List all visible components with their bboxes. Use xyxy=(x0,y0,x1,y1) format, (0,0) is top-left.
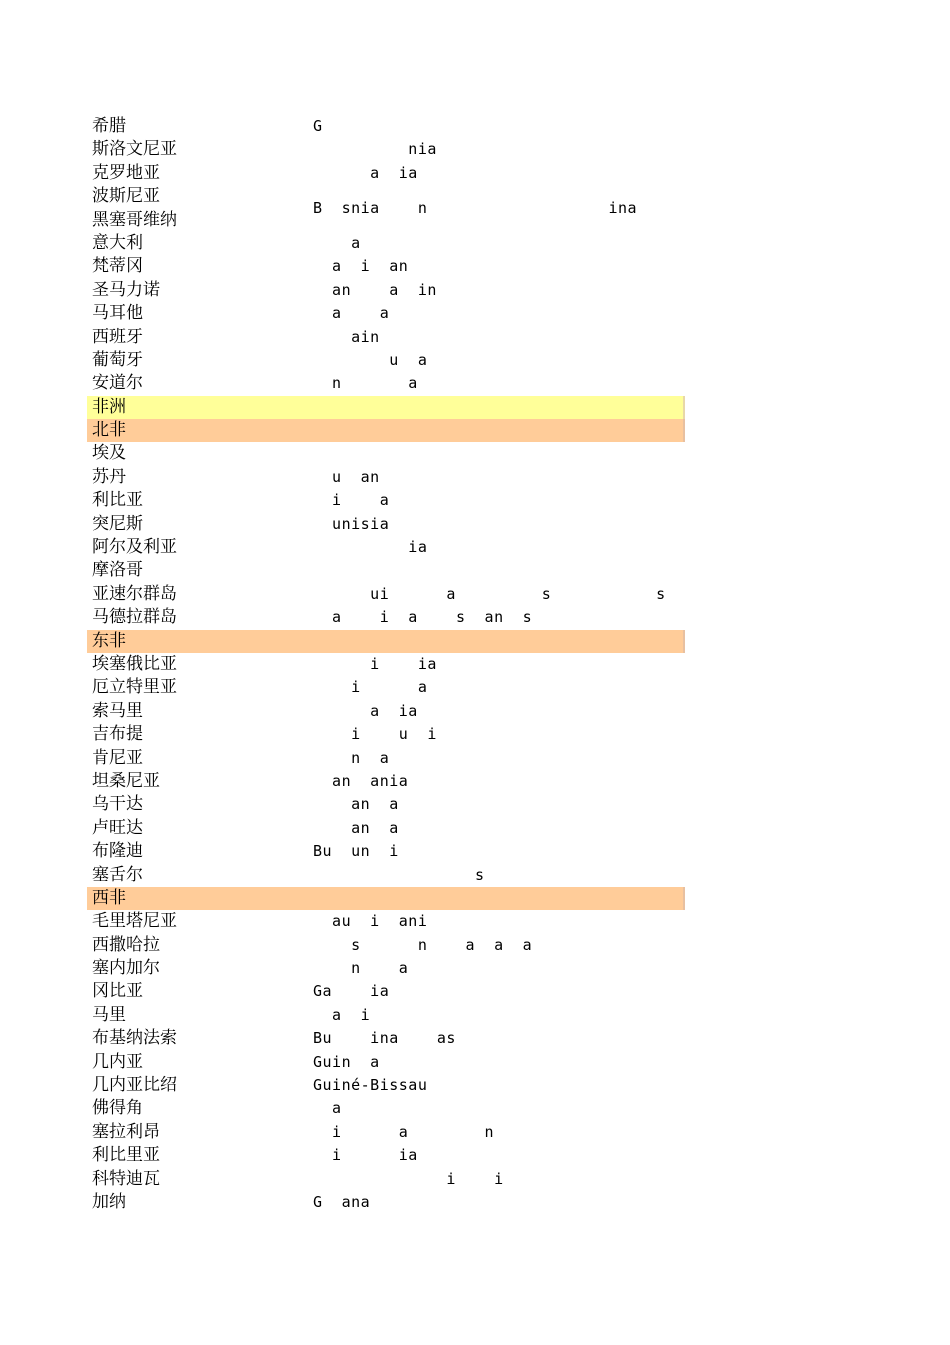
chinese-name-cell[interactable]: 利比里亚 xyxy=(92,1145,160,1166)
chinese-name-cell[interactable]: 摩洛哥 xyxy=(92,560,143,581)
chinese-name-cell[interactable]: 梵蒂冈 xyxy=(92,256,143,277)
english-name-cell[interactable]: i i xyxy=(313,1169,504,1188)
region-name-cell[interactable]: 西非 xyxy=(92,887,126,908)
country-row[interactable] xyxy=(87,326,685,349)
chinese-name-cell[interactable]: 卢旺达 xyxy=(92,817,143,838)
country-row[interactable] xyxy=(87,700,685,723)
country-row[interactable] xyxy=(87,934,685,957)
english-name-cell[interactable]: i a xyxy=(313,491,390,510)
english-name-cell[interactable]: u an xyxy=(313,467,380,486)
english-name-cell[interactable]: G ana xyxy=(313,1192,371,1211)
chinese-name-cell[interactable]: 冈比亚 xyxy=(92,981,143,1002)
country-row[interactable] xyxy=(87,1004,685,1027)
english-name-cell[interactable]: nia xyxy=(313,140,437,159)
country-row[interactable] xyxy=(87,1097,685,1120)
country-row[interactable] xyxy=(87,466,685,489)
country-row[interactable] xyxy=(87,606,685,629)
english-name-cell[interactable]: a i an xyxy=(313,257,409,276)
chinese-name-cell[interactable]: 索马里 xyxy=(92,700,143,721)
country-row[interactable] xyxy=(87,489,685,512)
english-name-cell[interactable]: a ia xyxy=(313,701,418,720)
spreadsheet xyxy=(87,115,685,1214)
english-name-cell[interactable]: a i xyxy=(313,1005,371,1024)
chinese-name-cell[interactable]: 意大利 xyxy=(92,232,143,253)
english-name-cell[interactable]: a a xyxy=(313,304,390,323)
country-row[interactable] xyxy=(87,817,685,840)
chinese-name-cell[interactable]: 加纳 xyxy=(92,1191,126,1212)
english-name-cell[interactable]: a xyxy=(313,233,361,252)
chinese-name-cell[interactable]: 几内亚比绍 xyxy=(92,1075,177,1096)
english-name-cell[interactable]: an a xyxy=(313,795,399,814)
chinese-name-cell[interactable]: 马耳他 xyxy=(92,303,143,324)
country-row[interactable] xyxy=(87,232,685,255)
country-row[interactable] xyxy=(87,302,685,325)
chinese-name-cell[interactable]: 科特迪瓦 xyxy=(92,1168,160,1189)
continent-header-row[interactable] xyxy=(87,396,685,419)
english-name-cell[interactable]: n a xyxy=(313,959,409,978)
english-name-cell[interactable]: G xyxy=(313,117,323,135)
country-row[interactable] xyxy=(87,115,685,138)
country-row[interactable] xyxy=(87,442,685,465)
chinese-name-cell[interactable]: 马德拉群岛 xyxy=(92,607,177,628)
chinese-name-cell[interactable]: 安道尔 xyxy=(92,373,143,394)
chinese-name-cell[interactable]: 克罗地亚 xyxy=(92,162,160,183)
english-name-cell[interactable]: s n a a a xyxy=(313,935,533,954)
country-row[interactable] xyxy=(87,349,685,372)
english-name-cell[interactable]: ui a s s xyxy=(313,584,666,603)
english-name-cell[interactable]: n a xyxy=(313,374,418,393)
english-name-cell[interactable]: u a xyxy=(313,350,428,369)
region-name-cell[interactable]: 北非 xyxy=(92,420,126,441)
country-row[interactable] xyxy=(87,1168,685,1191)
chinese-name-cell[interactable]: 厄立特里亚 xyxy=(92,677,177,698)
english-name-cell[interactable]: a xyxy=(313,1099,342,1118)
english-name-cell[interactable]: a i a s an s xyxy=(313,608,533,627)
chinese-name-cell[interactable]: 毛里塔尼亚 xyxy=(92,911,177,932)
english-name-cell[interactable]: an ania xyxy=(313,771,409,790)
english-name-cell[interactable]: i ia xyxy=(313,1146,418,1165)
chinese-name-cell[interactable]: 阿尔及利亚 xyxy=(92,537,177,558)
english-name-cell[interactable]: B snia n ina xyxy=(313,198,638,217)
english-name-cell[interactable]: n a xyxy=(313,748,390,767)
country-row[interactable] xyxy=(87,279,685,302)
english-name-cell[interactable]: ia xyxy=(313,538,428,557)
english-name-cell[interactable]: i ia xyxy=(313,655,437,673)
english-name-cell[interactable]: an a xyxy=(313,818,399,837)
chinese-name-cell[interactable]: 希腊 xyxy=(92,116,126,136)
chinese-name-cell[interactable]: 亚速尔群岛 xyxy=(92,583,177,604)
country-row[interactable] xyxy=(87,536,685,559)
english-name-cell[interactable]: i a n xyxy=(313,1122,495,1141)
country-row[interactable] xyxy=(87,559,685,582)
english-name-cell[interactable]: Guiné-Bissau xyxy=(313,1076,428,1095)
chinese-name-cell[interactable]: 塞舌尔 xyxy=(92,864,143,885)
chinese-name-cell[interactable]: 坦桑尼亚 xyxy=(92,770,160,791)
country-row[interactable] xyxy=(87,770,685,793)
country-row[interactable] xyxy=(87,255,685,278)
continent-name-cell[interactable]: 非洲 xyxy=(92,396,126,417)
chinese-name-cell[interactable]: 乌干达 xyxy=(92,794,143,815)
chinese-name-cell[interactable]: 塞内加尔 xyxy=(92,958,160,979)
chinese-name-cell[interactable]: 吉布提 xyxy=(92,724,143,745)
country-row[interactable] xyxy=(87,583,685,606)
chinese-name-cell[interactable]: 斯洛文尼亚 xyxy=(92,139,177,160)
country-row[interactable] xyxy=(87,372,685,395)
country-row[interactable] xyxy=(87,793,685,816)
english-name-cell[interactable]: ain xyxy=(313,327,380,346)
chinese-name-cell[interactable]: 布基纳法索 xyxy=(92,1028,177,1049)
region-header-row[interactable] xyxy=(87,630,685,653)
chinese-name-cell[interactable]: 波斯尼亚 黑塞哥维纳 xyxy=(92,186,177,230)
english-name-cell[interactable]: Bu ina as xyxy=(313,1029,456,1048)
chinese-name-cell[interactable]: 利比亚 xyxy=(92,490,143,511)
english-name-cell[interactable]: au i ani xyxy=(313,912,428,931)
english-name-cell[interactable]: an a in xyxy=(313,280,437,299)
country-row[interactable] xyxy=(87,676,685,699)
chinese-name-cell[interactable]: 布隆迪 xyxy=(92,841,143,862)
chinese-name-cell[interactable]: 西撒哈拉 xyxy=(92,934,160,955)
country-row[interactable] xyxy=(87,910,685,933)
chinese-name-cell[interactable]: 几内亚 xyxy=(92,1051,143,1072)
country-row[interactable] xyxy=(87,1144,685,1167)
english-name-cell[interactable]: i u i xyxy=(313,725,437,744)
chinese-name-cell[interactable]: 葡萄牙 xyxy=(92,349,143,370)
country-row[interactable] xyxy=(87,1121,685,1144)
english-name-cell[interactable]: Ga ia xyxy=(313,982,390,1001)
country-row[interactable] xyxy=(87,513,685,536)
country-row[interactable] xyxy=(87,1191,685,1214)
chinese-name-cell[interactable]: 埃及 xyxy=(92,443,126,464)
chinese-name-cell[interactable]: 突尼斯 xyxy=(92,513,143,534)
chinese-name-cell[interactable]: 佛得角 xyxy=(92,1098,143,1119)
english-name-cell[interactable]: unisia xyxy=(313,514,390,533)
english-name-cell[interactable]: a ia xyxy=(313,163,418,182)
region-name-cell[interactable]: 东非 xyxy=(92,630,126,651)
country-row[interactable] xyxy=(87,653,685,676)
chinese-name-cell[interactable]: 埃塞俄比亚 xyxy=(92,654,177,674)
country-row[interactable] xyxy=(87,747,685,770)
chinese-name-cell[interactable]: 圣马力诺 xyxy=(92,279,160,300)
country-row[interactable] xyxy=(87,1051,685,1074)
country-row[interactable] xyxy=(87,1074,685,1097)
english-name-cell[interactable]: Guin a xyxy=(313,1052,380,1071)
chinese-name-cell[interactable]: 塞拉利昂 xyxy=(92,1121,160,1142)
chinese-name-cell[interactable]: 西班牙 xyxy=(92,326,143,347)
country-row[interactable] xyxy=(87,185,685,232)
country-row[interactable] xyxy=(87,1027,685,1050)
country-row[interactable] xyxy=(87,840,685,863)
english-name-cell[interactable]: s xyxy=(313,865,485,884)
country-row[interactable] xyxy=(87,162,685,185)
region-header-row[interactable] xyxy=(87,887,685,910)
country-row[interactable] xyxy=(87,138,685,161)
country-row[interactable] xyxy=(87,980,685,1003)
country-row[interactable] xyxy=(87,723,685,746)
country-row[interactable] xyxy=(87,864,685,887)
country-row[interactable] xyxy=(87,957,685,980)
chinese-name-cell[interactable]: 苏丹 xyxy=(92,466,126,487)
chinese-name-cell[interactable]: 肯尼亚 xyxy=(92,747,143,768)
english-name-cell[interactable]: i a xyxy=(313,678,428,697)
chinese-name-cell[interactable]: 马里 xyxy=(92,1004,126,1025)
english-name-cell[interactable]: Bu un i xyxy=(313,842,399,861)
region-header-row[interactable] xyxy=(87,419,685,442)
